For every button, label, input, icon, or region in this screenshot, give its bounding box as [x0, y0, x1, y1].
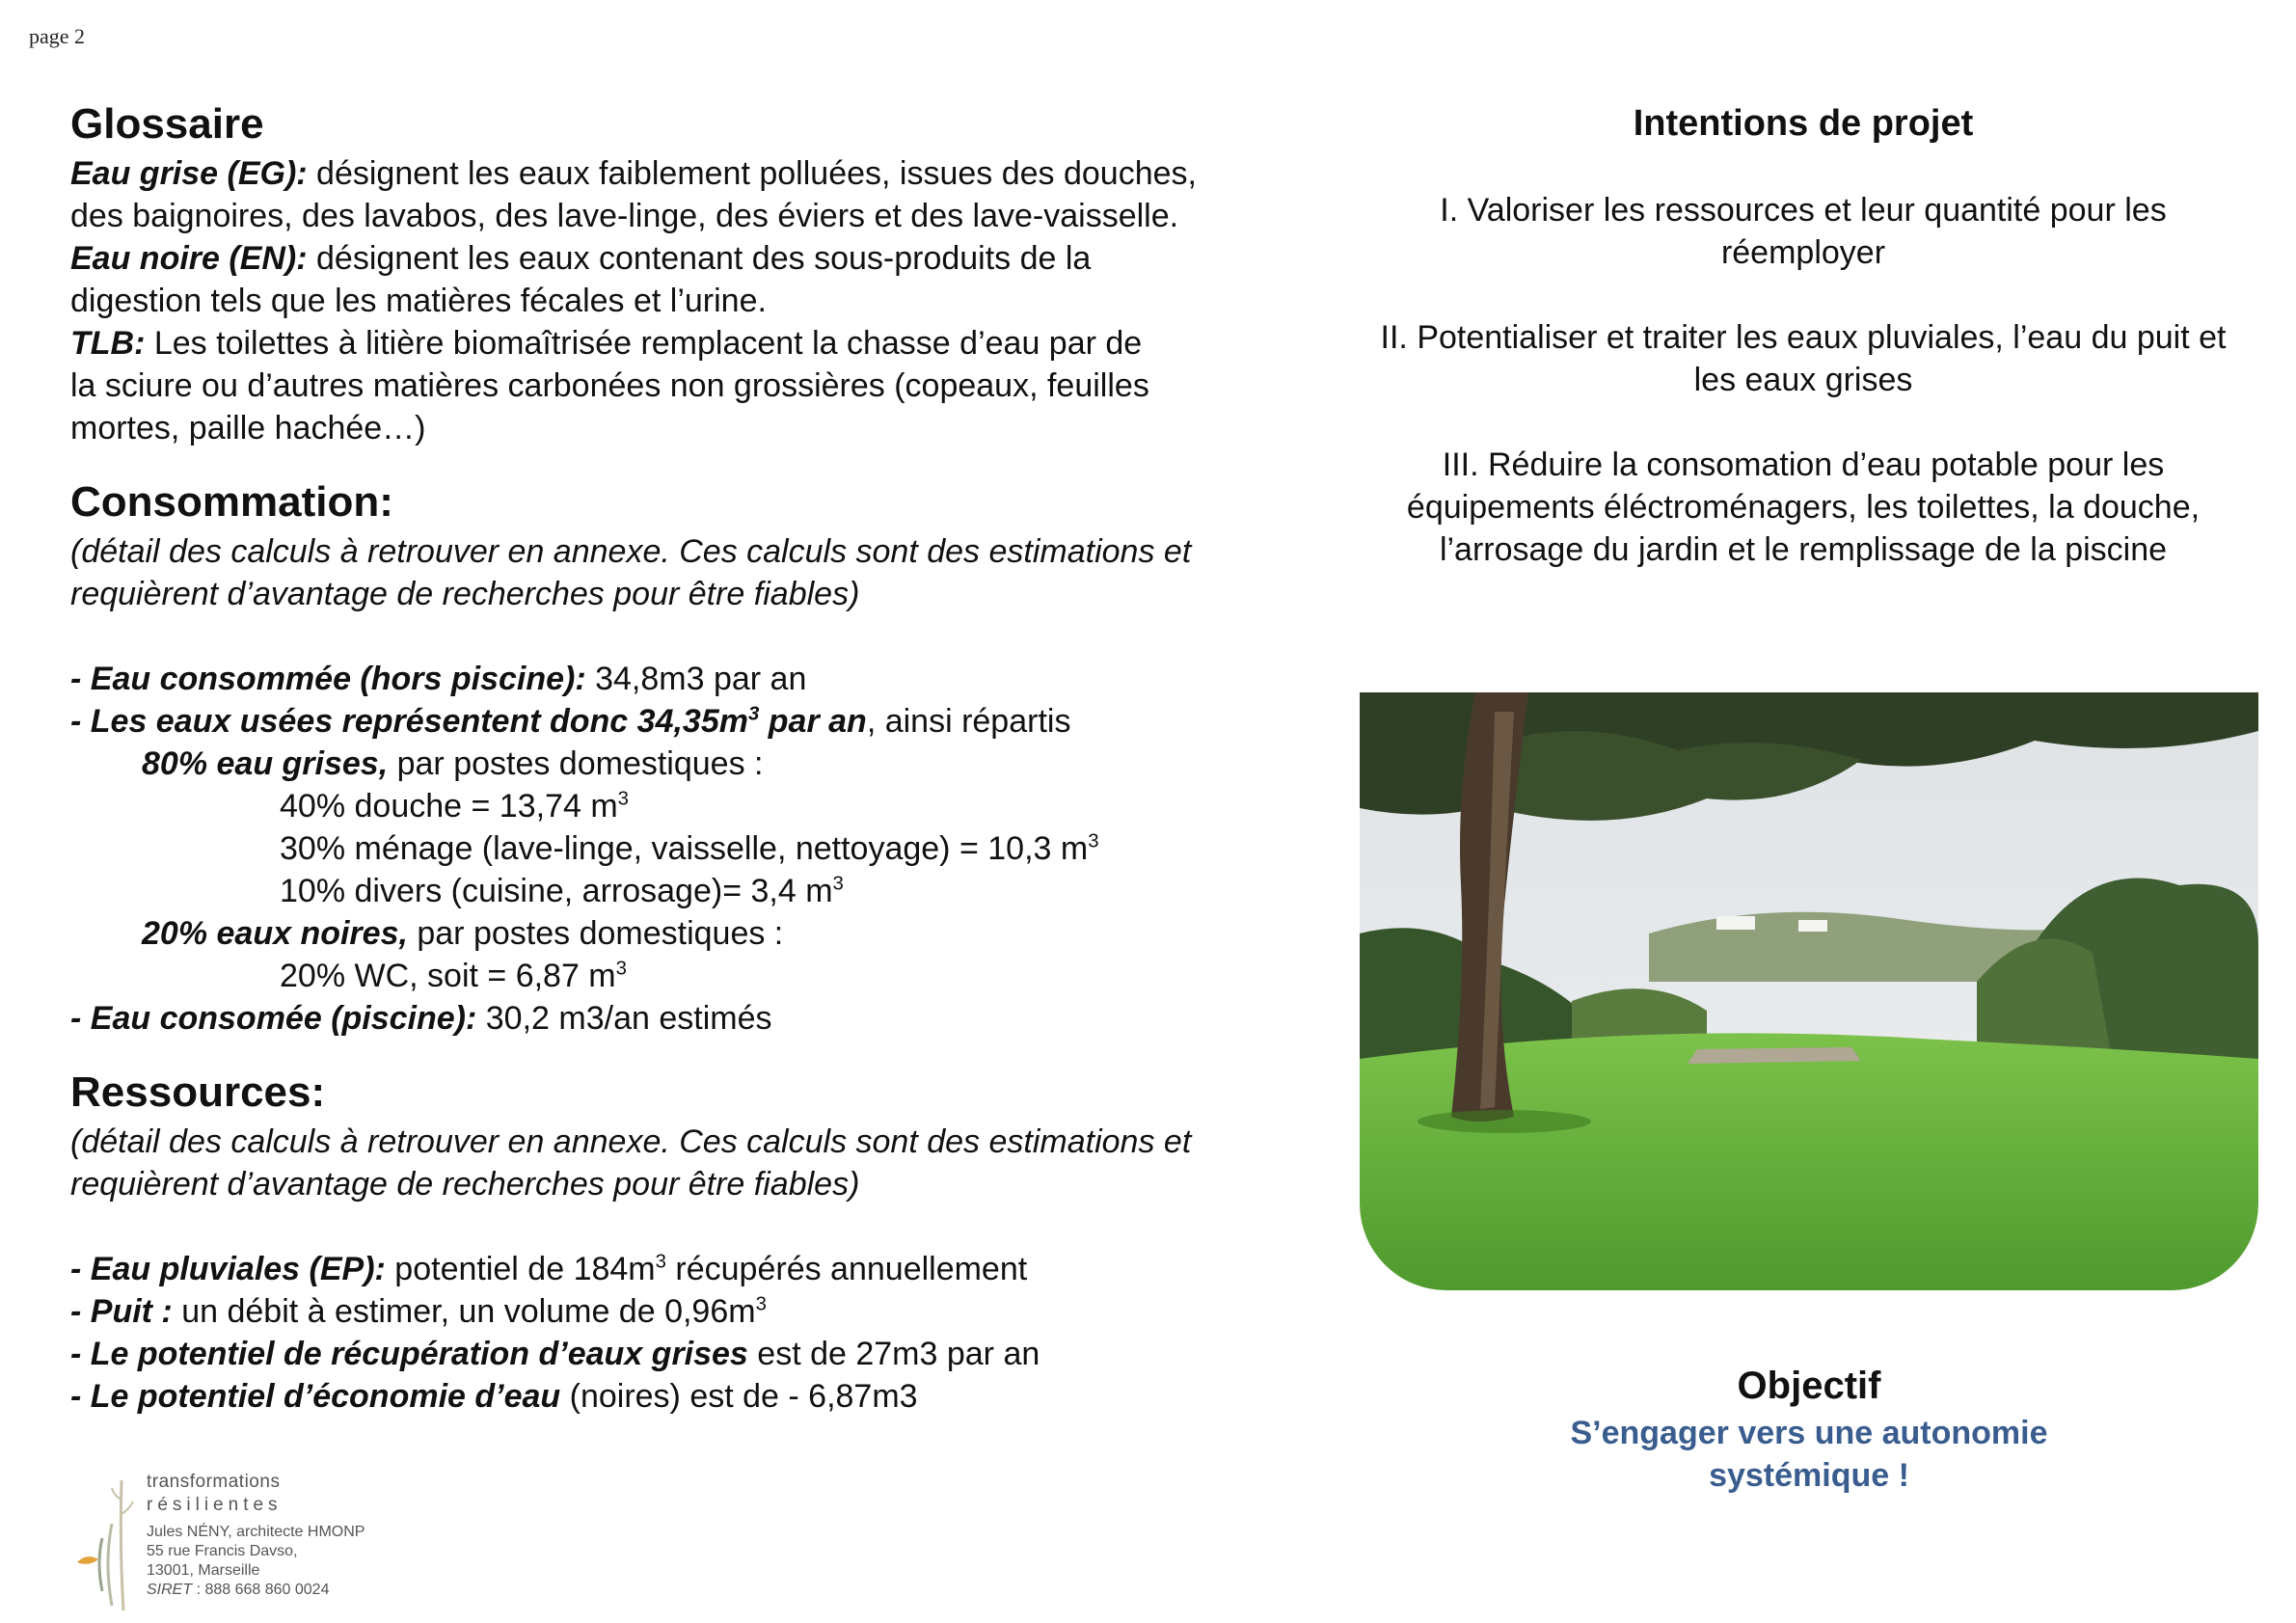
menage-line: 30% ménage (lave-linge, vaisselle, nettoyage) = 10,3 $m^3$ [280, 830, 1099, 867]
right-column [1360, 96, 2247, 571]
leaf-logo-icon [58, 1471, 145, 1615]
glossaire-eg-cont: des baignoires, des lavabos, des lave-linge, des éviers et des lave-vaisselle. [70, 198, 1179, 234]
consommation-title: Consommation: [70, 478, 393, 526]
intention-1: I. Valoriser les ressources et leur quantité pour les réemployer [1440, 192, 2167, 271]
objectif-title: Objectif [1737, 1365, 1881, 1407]
eau-piscine: - Eau consomée (piscine): 30,2 m3/an estimés [70, 1000, 772, 1037]
recup-eaux-grises: - Le potentiel de récupération d’eaux grises est de 27m3 par an [70, 1336, 1040, 1372]
intention-2: II. Potentialiser et traiter les eaux pluviales, l’eau du puit et les eaux grises [1380, 319, 2227, 398]
logo-address-1: 55 rue Francis Davso, [147, 1543, 298, 1559]
glossaire-eg: Eau grise (EG): désignent les eaux faiblement polluées, issues des douches, [70, 155, 1197, 192]
glossaire-title: Glossaire [70, 100, 264, 148]
consommation-note-cont: requièrent d’avantage de recherches pour être fiables) [70, 576, 860, 612]
company-logo [58, 1471, 444, 1615]
eaux-usees: - Les eaux usées représentent donc $34,35m^3$ par an, ainsi répartis [70, 703, 1071, 740]
left-column [70, 96, 1305, 1418]
glossaire-en-cont: digestion tels que les matières fécales et l’urine. [70, 283, 767, 319]
intention-3: III. Réduire la consomation d’eau potable pour les équipements éléctroménagers, les toilettes, la douche, l’arrosage du jardin et le remplissage de la piscine [1406, 446, 2201, 568]
economie-eau: - Le potentiel d’économie d’eau (noires) est de - 6,87m3 [70, 1378, 918, 1415]
glossaire-tlb: TLB: Les toilettes à litière biomaîtrisée remplacent la chasse d’eau par de [70, 325, 1143, 362]
eaux-grises: 80% eau grises, par postes domestiques : [142, 745, 764, 782]
glossaire-tlb-cont2: mortes, paille hachée…) [70, 410, 426, 446]
puit-line: - Puit : un débit à estimer, un volume de $0,96m^3$ [70, 1293, 767, 1330]
logo-name-2: résilientes [147, 1495, 283, 1515]
glossaire-en: Eau noire (EN): désignent les eaux contenant des sous-produits de la [70, 240, 1092, 277]
glossaire-tlb-cont: la sciure ou d’autres matières carbonées non grossières (copeaux, feuilles [70, 367, 1149, 404]
eaux-noires: 20% eaux noires, par postes domestiques : [142, 915, 784, 952]
logo-siret: SIRET : 888 668 860 0024 [147, 1582, 330, 1598]
page-number: page 2 [29, 24, 86, 48]
ressources-note: (détail des calculs à retrouver en annexe. Ces calculs sont des estimations et [70, 1123, 1192, 1160]
douche-line: 40% douche = 13,74 $m^3$ [280, 788, 629, 825]
objectif-subtitle-cont: systémique ! [1709, 1457, 1909, 1494]
divers-line: 10% divers (cuisine, arrosage)= 3,4 $m^3$ [280, 873, 844, 909]
logo-architect: Jules NÉNY, architecte HMONP [147, 1524, 365, 1540]
eau-pluviales: - Eau pluviales (EP): potentiel de $184m^3$ récupérés annuellement [70, 1251, 1028, 1287]
consommation-note: (détail des calculs à retrouver en annexe. Ces calculs sont des estimations et [70, 533, 1192, 570]
ressources-title: Ressources: [70, 1068, 326, 1116]
objectif-block [1360, 1360, 2258, 1497]
objectif-subtitle: S’engager vers une autonomie [1570, 1415, 2048, 1451]
garden-photo [1360, 692, 2258, 1290]
logo-name-1: transformations [147, 1472, 281, 1492]
ressources-note-cont: requièrent d’avantage de recherches pour être fiables) [70, 1166, 860, 1203]
wc-line: 20% WC, soit = 6,87 $m^3$ [280, 958, 627, 994]
logo-address-2: 13001, Marseille [147, 1562, 260, 1579]
intentions-title: Intentions de projet [1633, 103, 1974, 144]
eau-consommee: - Eau consommée (hors piscine): 34,8m3 par an [70, 661, 807, 697]
